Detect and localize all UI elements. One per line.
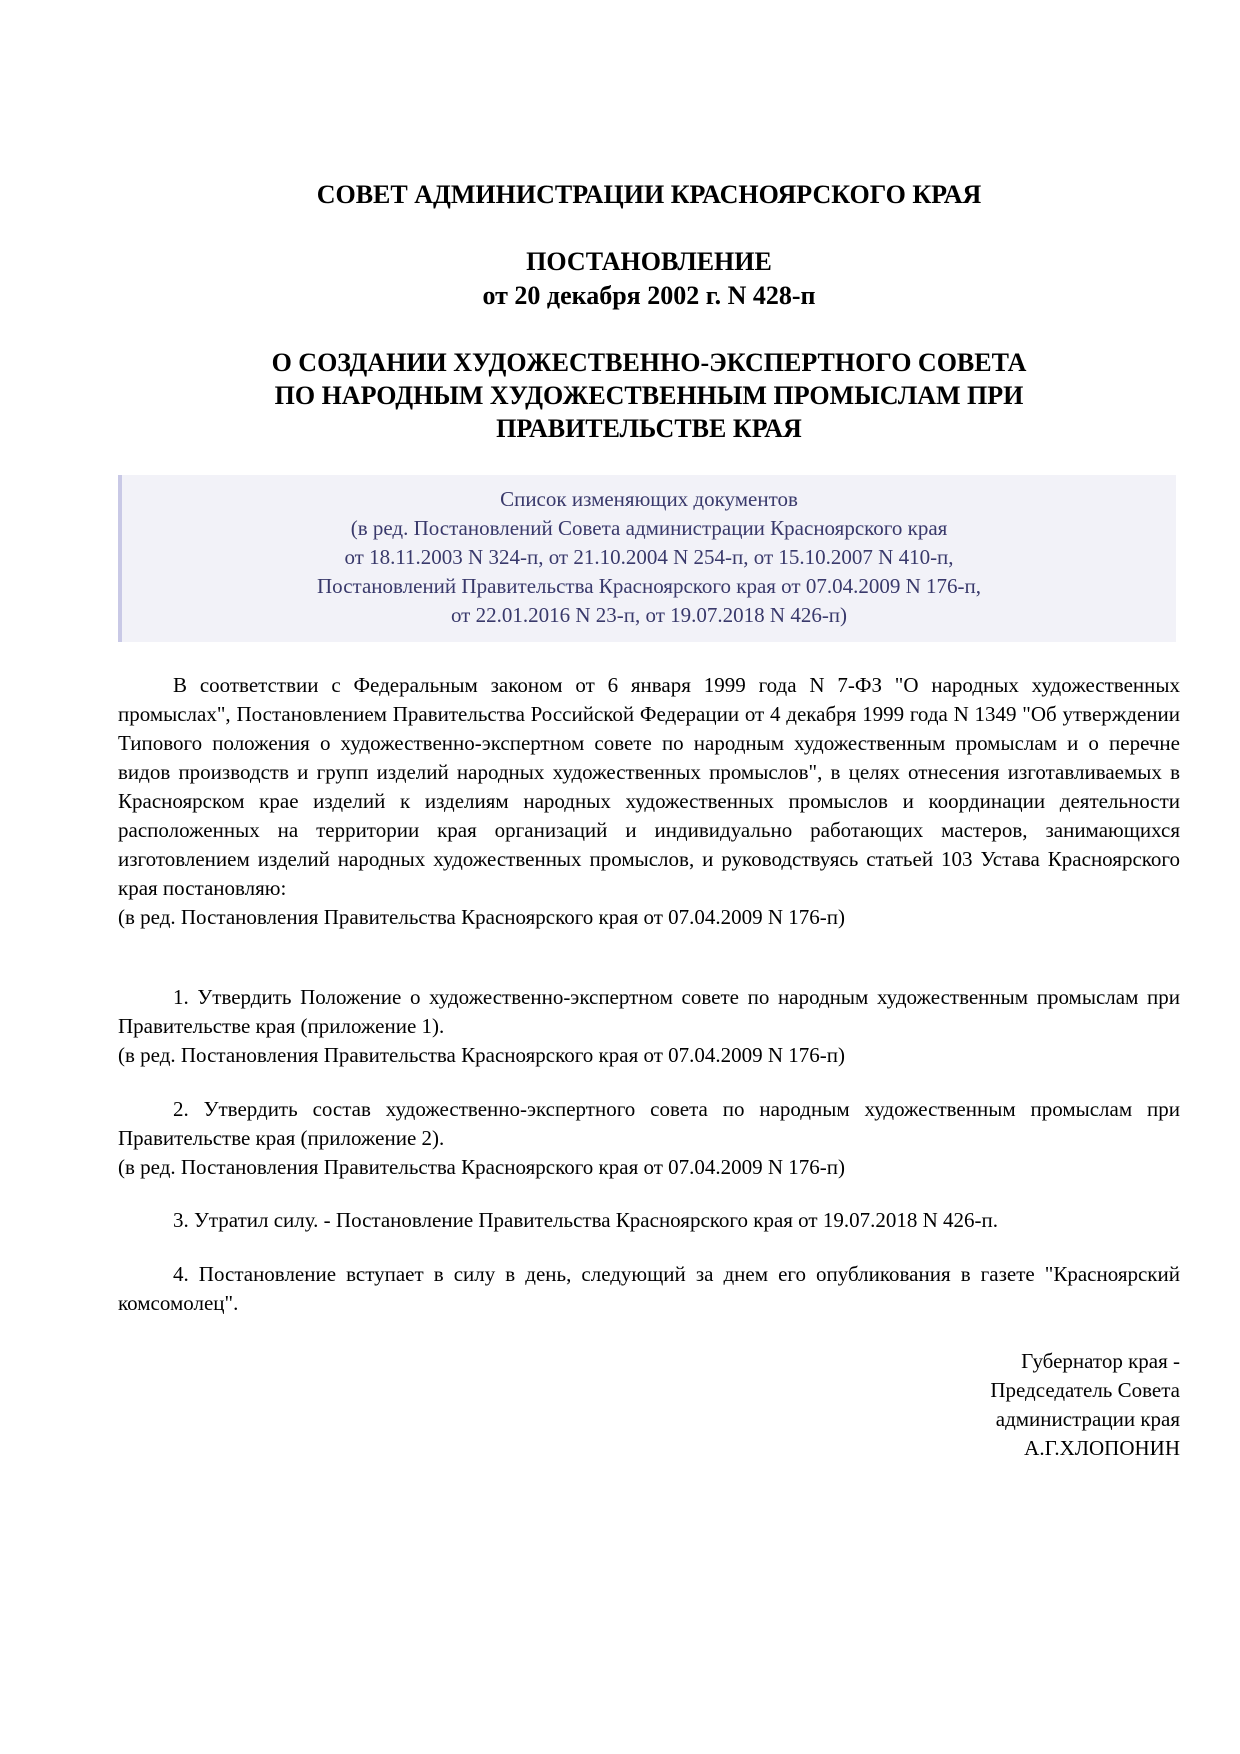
amendments-box [118, 475, 1176, 642]
amendment-line: от 18.11.2003 N 324-п, от 21.10.2004 N 254-п, от 15.10.2007 N 410-п, [344, 545, 954, 569]
amendment-line: Постановлений Правительства Красноярского края от 07.04.2009 N 176-п, [317, 574, 981, 598]
document-title [118, 346, 1180, 445]
document-date: от 20 декабря 2002 г. N 428-п [482, 281, 816, 310]
item-1: 1. Утвердить Положение о художественно-экспертном совете по народным художественным промыслам при Правительстве края (приложение 1). [118, 985, 1180, 1038]
amendments-heading: Список изменяющих документов [500, 487, 798, 511]
preamble-block [118, 671, 1180, 932]
signatory-title: Председатель Совета [990, 1378, 1180, 1402]
item-2: 2. Утвердить состав художественно-экспертного совета по народным художественным промыслам при Правительстве края (приложение 2). [118, 1097, 1180, 1150]
document-type: ПОСТАНОВЛЕНИЕ [526, 247, 772, 276]
signatory-title: администрации края [995, 1407, 1180, 1431]
edit-note: (в ред. Постановления Правительства Красноярского края от 07.04.2009 N 176-п) [118, 905, 846, 929]
edit-note: (в ред. Постановления Правительства Красноярского края от 07.04.2009 N 176-п) [118, 1155, 846, 1179]
item-3: 3. Утратил силу. - Постановление Правительства Красноярского края от 19.07.2018 N 426-п. [173, 1208, 998, 1232]
title-line: О СОЗДАНИИ ХУДОЖЕСТВЕННО-ЭКСПЕРТНОГО СОВЕТА [271, 348, 1027, 377]
amendment-line: (в ред. Постановлений Совета администрации Красноярского края [350, 516, 948, 540]
amendment-line: от 22.01.2016 N 23-п, от 19.07.2018 N 426-п) [450, 603, 848, 627]
item-2-block [118, 1095, 1180, 1182]
issuing-authority: СОВЕТ АДМИНИСТРАЦИИ КРАСНОЯРСКОГО КРАЯ [316, 180, 982, 209]
preamble: В соответствии с Федеральным законом от 6 января 1999 года N 7-ФЗ "О народных художественных промыслах", Постановлением Правительства Российской Федерации от 4 декабря 1999 года N 1349 "Об утверждении Типового положения о художественно-экспертном совете по народным художественным промыслам и о перечне видов производств и групп изделий народных художественных промыслов", в целях отнесения изготавливаемых в Красноярском крае изделий к изделиям народных художественных промыслов и координации деятельности расположенных на территории края организаций и индивидуально работающих мастеров, занимающихся изготовлением изделий народных художественных промыслов, и руководствуясь статьей 103 Устава Красноярского края постановляю: [118, 673, 1180, 900]
signatory-title: Губернатор края - [1021, 1349, 1180, 1373]
edit-note: (в ред. Постановления Правительства Красноярского края от 07.04.2009 N 176-п) [118, 1043, 846, 1067]
signatory-name: А.Г.ХЛОПОНИН [1024, 1436, 1180, 1460]
item-4: 4. Постановление вступает в силу в день, следующий за днем его опубликования в газете "Красноярский комсомолец". [118, 1262, 1180, 1315]
title-line: ПРАВИТЕЛЬСТВЕ КРАЯ [496, 414, 802, 443]
signature-block [990, 1347, 1180, 1463]
item-1-block [118, 983, 1180, 1070]
title-line: ПО НАРОДНЫМ ХУДОЖЕСТВЕННЫМ ПРОМЫСЛАМ ПРИ [274, 381, 1024, 410]
